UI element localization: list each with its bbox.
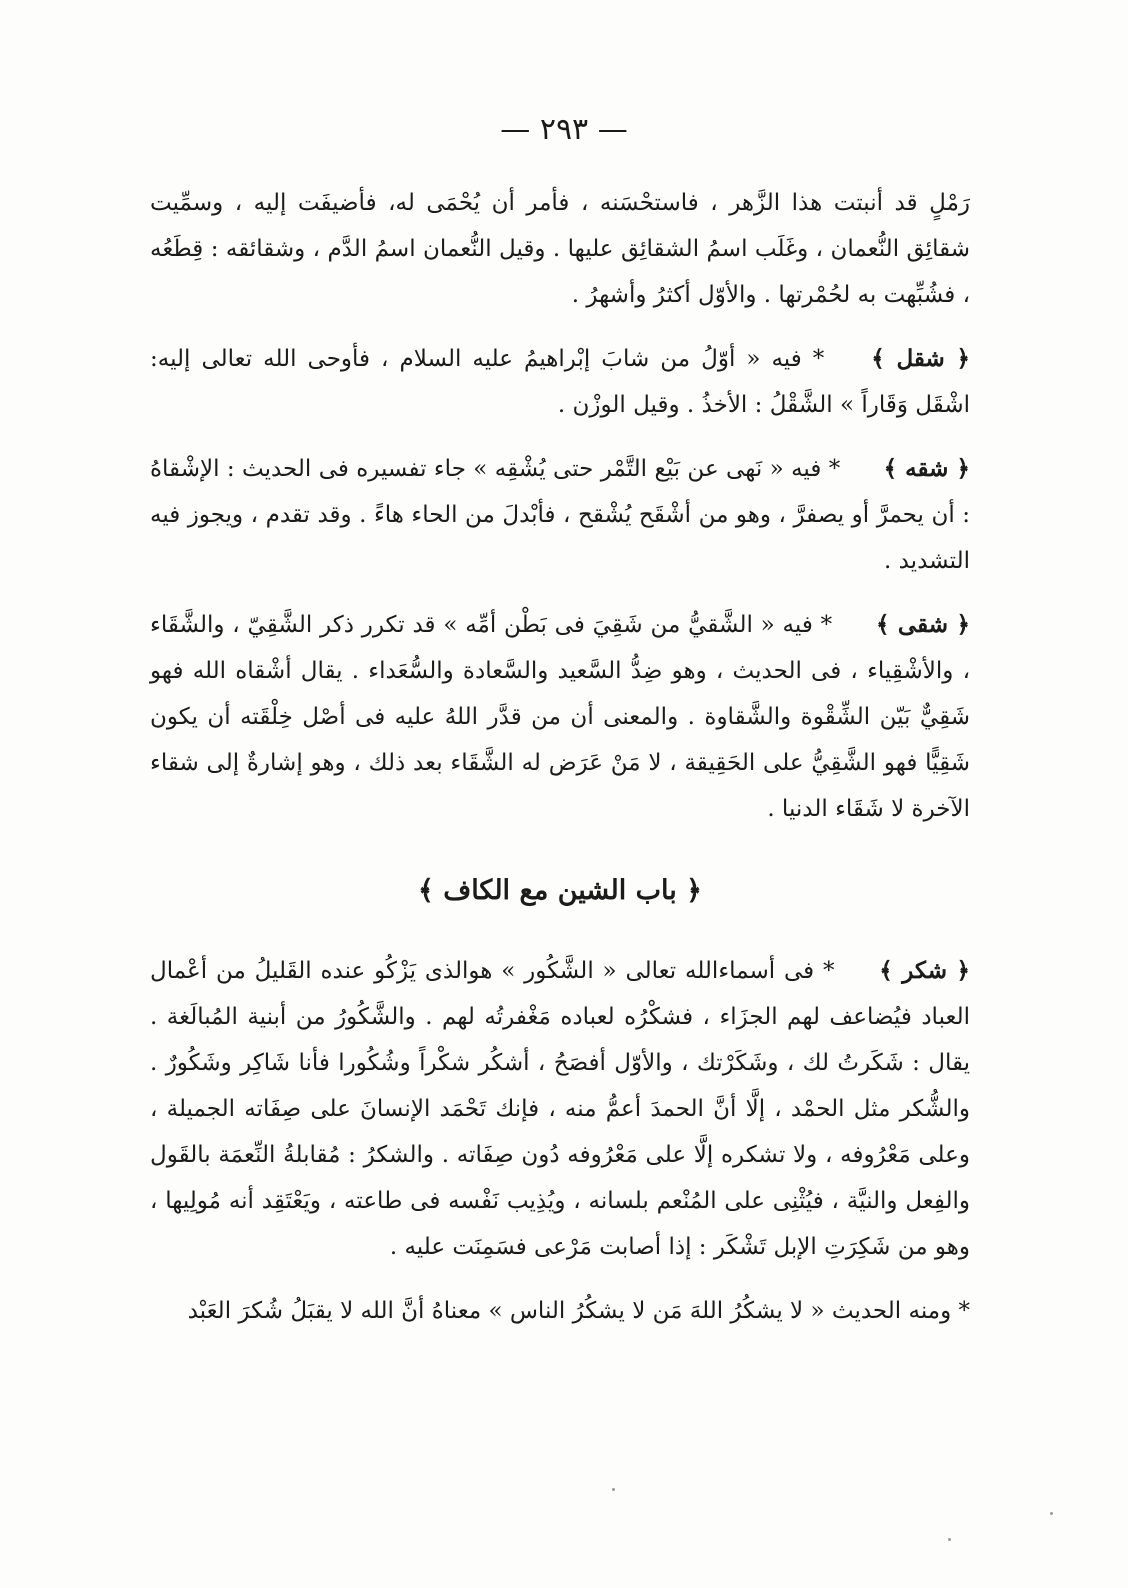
entry-body-shaqh: * فيه « نَهى عن بَيْع التَّمْر حتى يُشْقِه » جاء تفسيره فى الحديث : الإشْقاهُ : أن يحمرَّ أو يصفرَّ ، وهو من أشْقَح يُشْقح ، فأبْدلَ من الحاء هاءً . وقد تقدم ، ويجوز فيه التشديد . <box>150 456 970 574</box>
entry-shakar <box>150 948 970 1270</box>
closing-paragraph: * ومنه الحديث « لا يشكُرُ اللهَ مَن لا يشكُرُ الناس » معناهُ أنَّ الله لا يقبَلُ شُكرَ العَبْد <box>187 1298 970 1324</box>
paper-speck <box>612 1488 615 1491</box>
entry-shaql <box>150 336 970 428</box>
page-number: — ٢٩٣ — <box>500 112 628 147</box>
entry-body-shakar: * فى أسماءالله تعالى « الشَّكُور » هوالذى يَزْكُو عنده القَليلُ من أعْمال العباد فيُضاعف لهم الجزَاء ، فشكْرُه لعباده مَغْفرتُه لهم . والشَّكُورُ من أبنية المُبالَغة . يقال : شَكَرتُ لك ، وشَكَرْتك ، والأوّل أفصَحُ ، أشكُر شكْراً وشُكُورا فأنا شَاكِر وشَكُورٌ . والشُّكر مثل الحمْد ، إلَّا أنَّ الحمدَ أعمُّ منه ، فإنك تَحْمَد الإنسانَ على صِفَاته الجميلة ، وعلى مَعْرُوفه ، ولا تشكره إلَّا على مَعْرُوفه دُون صِفَاته . والشكرُ : مُقابلةُ النِّعمَة بالقَول والفِعل والنيَّة ، فيُثْنِى على المُنْعم بلسانه ، ويُذِيب نَفْسه فى طاعته ، ويَعْتَقِد أنه مُولِيها ، وهو من شَكِرَتِ الإبل تَشْكَر : إذا أصابت مَرْعى فسَمِنَت عليه . <box>150 958 970 1260</box>
section-heading: ﴿ باب الشين مع الكاف ﴾ <box>417 875 702 906</box>
intro-paragraph: رَمْلٍ قد أنبتت هذا الزَّهر ، فاستحْسَنه ، فأمر أن يُحْمَى له، فأضيفَت إليه ، وسمِّيت شقائِق النُّعمان ، وغَلَب اسمُ الشقائِق عليها . وقيل النُّعمان اسمُ الدَّم ، وشقائقه : قِطَعُه ، فشُبِّهت به لحُمْرتها . والأوّل أكثرُ وأشهرُ . <box>150 190 970 308</box>
paper-speck <box>948 1538 951 1541</box>
entry-head-shaqa: ﴿ شقى ﴾ <box>875 611 970 638</box>
entry-head-shaql: ﴿ شقل ﴾ <box>871 345 971 372</box>
entry-head-shaqh: ﴿ شقه ﴾ <box>883 455 970 482</box>
paper-speck <box>1050 1512 1053 1515</box>
entry-body-shaqa: * فيه « الشَّقيُّ من شَقِيَ فى بَطْن أمِّه » قد تكرر ذكر الشَّقِيّ ، والشَّقَاء ، والأشْقِياء ، فى الحديث ، وهو ضِدُّ السَّعيد والسَّعادة والسُّعَداء . يقال أشْقاه الله فهو شَقِيٌّ بَيّن الشِّقْوة والشَّقاوة . والمعنى أن من قدَّر اللهُ عليه فى أصْل خِلْقَته أن يكون شَقِيًّا فهو الشَّقِيُّ على الحَقِيقة ، لا مَنْ عَرَض له الشَّقَاء بعد ذلك ، وهو إشارةٌ إلى شقاء الآخرة لا شَقَاء الدنيا . <box>150 612 970 822</box>
entry-shaqh <box>150 446 970 584</box>
entry-body-shaql: * فيه « أوّلُ من شابَ إبْراهيمُ عليه السلام ، فأوحى الله تعالى إليه: اشْقَل وَقَاراً » الشَّقْلُ : الأخذُ . وقيل الوزْن . <box>150 346 970 418</box>
entry-shaqa <box>150 602 970 832</box>
entry-head-shakar: ﴿ شكر ﴾ <box>879 957 970 984</box>
text-body <box>150 180 970 1352</box>
